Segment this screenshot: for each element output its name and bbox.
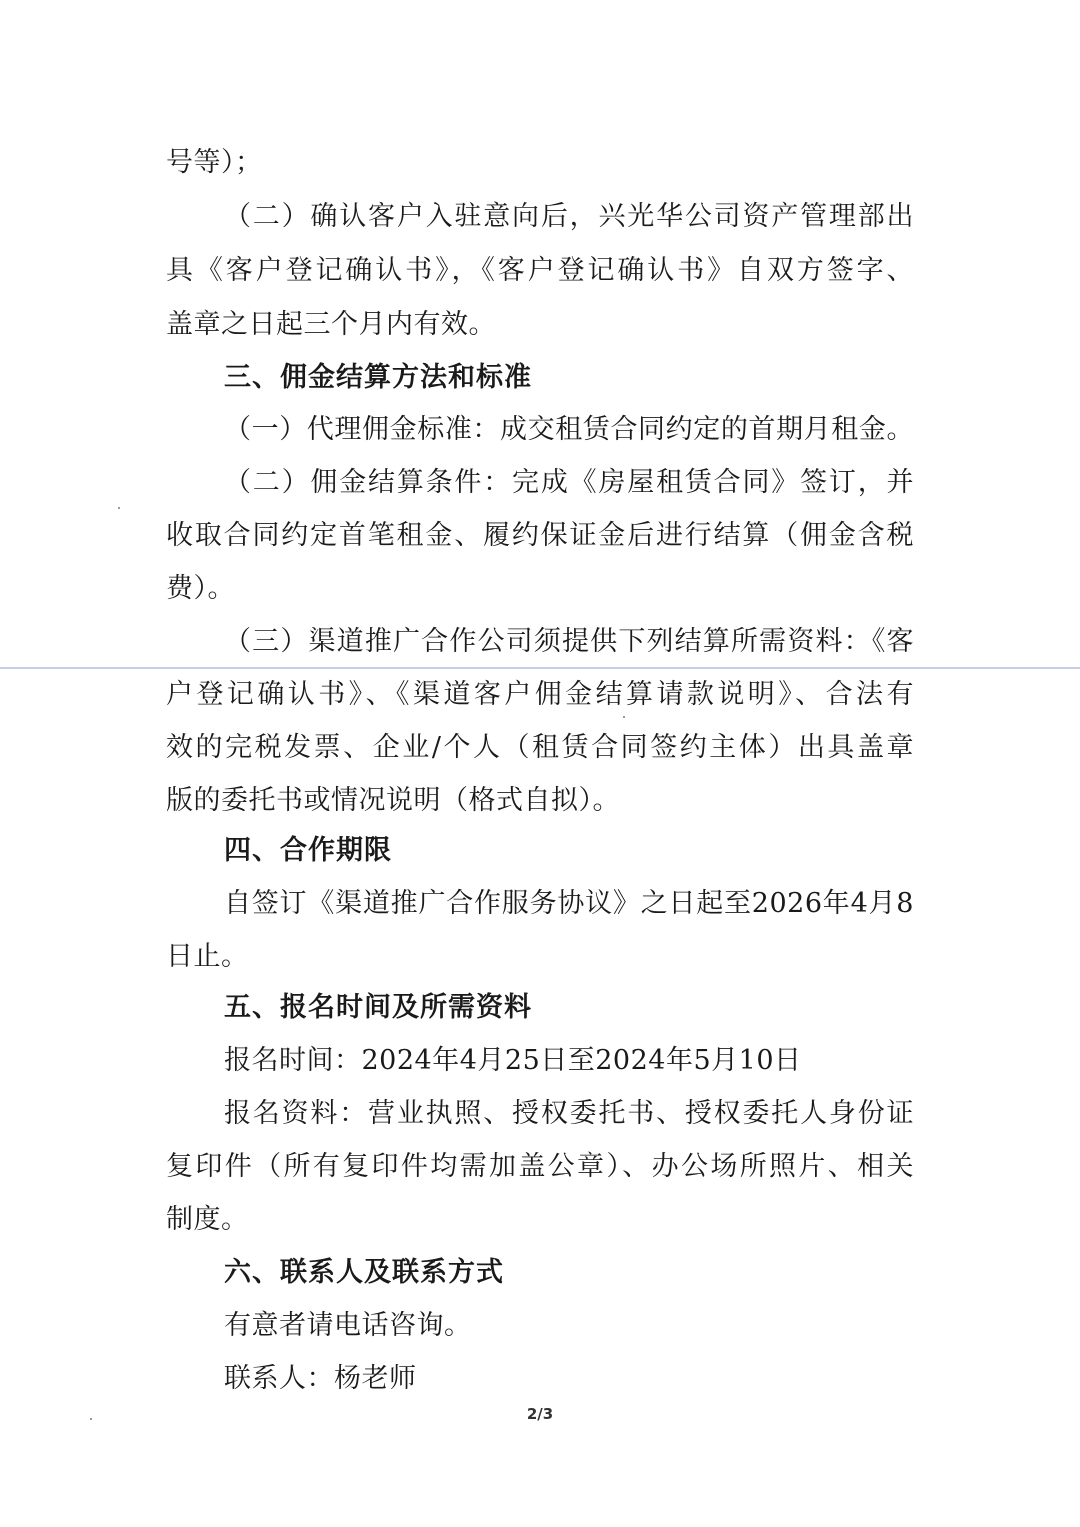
section-heading: 三、佣金结算方法和标准: [224, 362, 532, 393]
text-line: （三）渠道推广合作公司须提供下列结算所需资料：《客: [224, 626, 914, 657]
text-line: （二）确认客户入驻意向后，兴光华公司资产管理部出: [224, 201, 914, 232]
text-line: 报名时间：2024年4月25日至2024年5月10日: [224, 1045, 802, 1076]
section-heading: 四、合作期限: [224, 835, 392, 866]
text-line: 日止。: [166, 941, 249, 972]
scan-speck: [623, 716, 625, 718]
text-line: 复印件（所有复印件均需加盖公章）、办公场所照片、相关: [166, 1151, 914, 1182]
text-line: （二）佣金结算条件：完成《房屋租赁合同》签订，并: [224, 467, 914, 498]
text-line: 收取合同约定首笔租金、履约保证金后进行结算（佣金含税: [166, 520, 914, 551]
section-heading: 六、联系人及联系方式: [224, 1257, 504, 1288]
text-line: （一）代理佣金标准：成交租赁合同约定的首期月租金。: [224, 414, 914, 445]
text-line: 制度。: [166, 1204, 249, 1235]
scan-artifact-line: [0, 667, 1080, 669]
text-line: 费）。: [166, 573, 235, 604]
text-line: 有意者请电话咨询。: [224, 1310, 472, 1341]
text-line: 联系人：杨老师: [224, 1363, 417, 1394]
page-number: 2/3: [526, 1405, 554, 1423]
text-line: 效的完税发票、企业/个人（租赁合同签约主体）出具盖章: [166, 732, 914, 763]
text-line: 号等）；: [166, 147, 263, 178]
text-line: 户登记确认书》、《渠道客户佣金结算请款说明》、合法有: [166, 679, 914, 710]
text-line: 自签订《渠道推广合作服务协议》之日起至2026年4月8: [224, 888, 914, 919]
text-line: 报名资料：营业执照、授权委托书、授权委托人身份证: [224, 1098, 914, 1129]
section-heading: 五、报名时间及所需资料: [224, 992, 532, 1023]
text-line: 盖章之日起三个月内有效。: [166, 309, 496, 340]
text-line: 版的委托书或情况说明（格式自拟）。: [166, 785, 620, 816]
text-line: 具《客户登记确认书》，《客户登记确认书》自双方签字、: [166, 255, 914, 286]
scan-speck: [118, 507, 120, 509]
